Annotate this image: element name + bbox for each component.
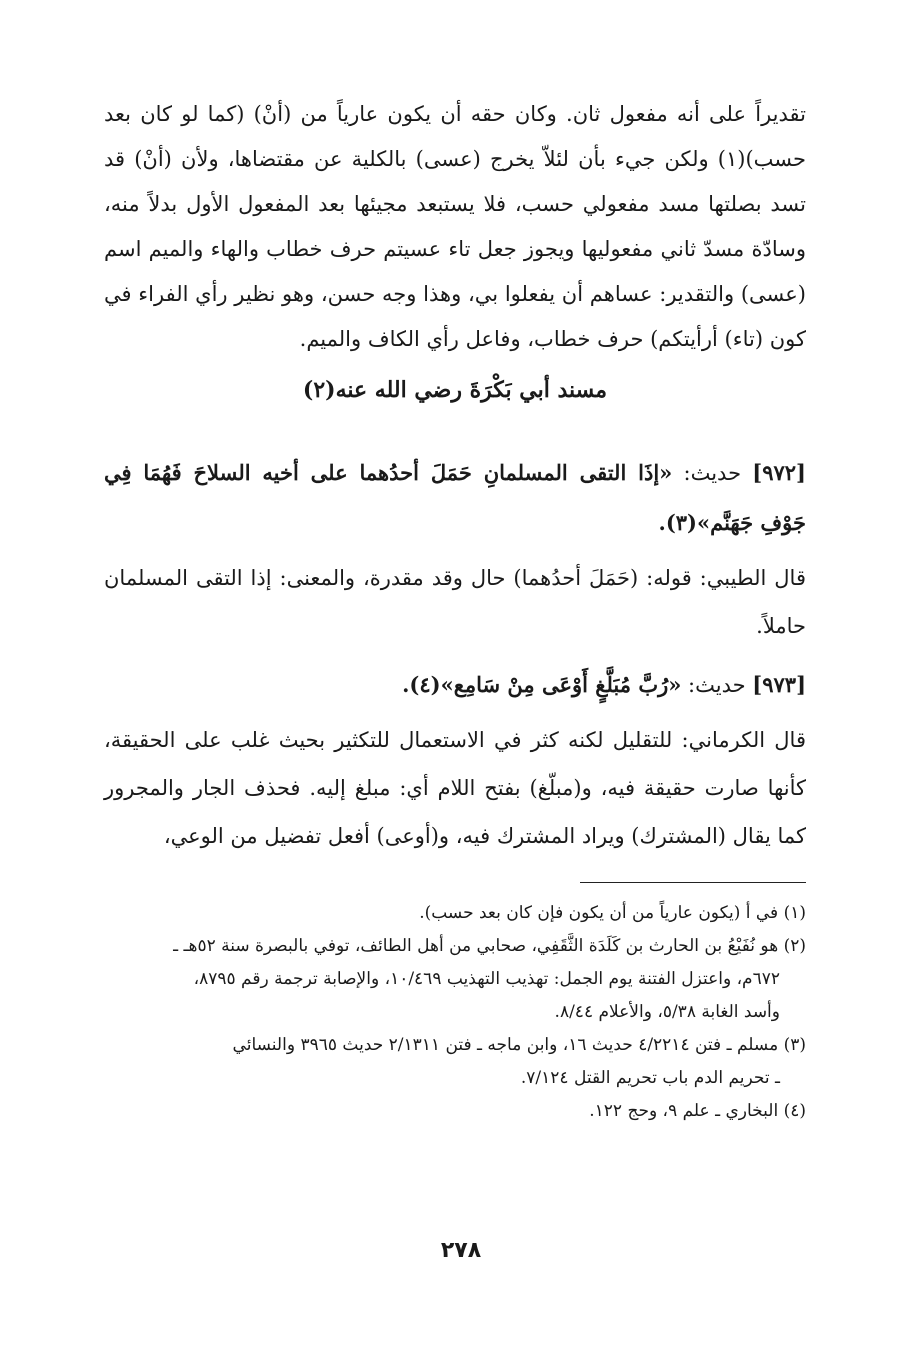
footnote-3-cont: ـ تحريم الدم باب تحريم القتل ٧/١٢٤. [520,1068,780,1088]
hadith-973-number: [٩٧٣] [752,672,806,697]
hadith-973 [104,660,806,710]
hadith-972 [104,448,806,548]
commentary-972: قال الطيبي: قوله: (حَمَلَ أحدُهما) حال وقد مقدرة، والمعنى: إذا التقى المسلمان حاملاً. [104,566,806,638]
hadith-972-intro: حديث: [683,461,742,485]
hadith-972-text: «إذَا التقى المسلمانِ حَمَلَ أحدُهما على أخيه السلاحَ فَهُمَا فِي جَوْفِ جَهَنَّم»(٣). [104,460,806,535]
commentary-973: قال الكرماني: للتقليل لكنه كثر في الاستعمال للتكثير بحيث غلب على الحقيقة، كأنها صارت حقيقة فيه، و(مبلّغ) بفتح اللام أي: مبلغ إليه. فحذف الجار والمجرور كما يقال (المشترك) ويراد المشترك فيه، و(أوعى) أفعل تفضيل من الوعي، [104,728,806,848]
footnote-2: (٢) هو نُفَيْعُ بن الحارث بن كَلَدَة الثَّقَفِي، صحابي من أهل الطائف، توفي بالبصرة سنة ٥٢هـ ـ [173,936,806,956]
footnote-2-cont: ٦٧٢م، واعتزل الفتنة يوم الجمل: تهذيب التهذيب ١٠/٤٦٩، والإصابة ترجمة رقم ٨٧٩٥، [193,969,780,989]
section-heading: مسند أبي بَكْرَةَ رضي الله عنه(٢) [302,377,608,403]
hadith-972-number: [٩٧٢] [752,460,806,485]
intro-paragraph: تقديراً على أنه مفعول ثان. وكان حقه أن يكون عارياً من (أنْ) (كما لو كان بعد حسب)(١) ولكن جيء بأن لئلاّ يخرج (عسى) بالكلية عن مقتضاها، ولأن (أنْ) قد تسد بصلتها مسد مفعولي حسب، فلا يستبعد مجيئها بعد المفعول الأول بدلاً منه، وسادّة مسدّ ثاني مفعوليها ويجوز جعل تاء عسيتم حرف خطاب والهاء والميم اسم (عسى) والتقدير: عساهم أن يفعلوا بي، وهذا وجه حسن، وهو نظير رأي الفراء في كون (تاء) أرأيتكم) حرف خطاب، وفاعل رأي الكاف والميم. [104,102,806,351]
footnote-1: (١) في أ (يكون عارياً من أن يكون فإن كان بعد حسب). [419,903,806,923]
hadith-973-text: «رُبَّ مُبَلَّغٍ أَوْعَى مِنْ سَامِع»(٤). [402,672,682,697]
footnote-2-cont: وأسد الغابة ٥/٣٨، والأعلام ٨/٤٤. [554,1002,780,1022]
footnotes [104,897,806,1128]
page-body [104,92,806,1128]
footnote-separator [580,882,806,883]
page-number: ٢٧٨ [440,1238,482,1263]
footnote-4: (٤) البخاري ـ علم ٩، وحج ١٢٢. [589,1101,806,1121]
hadith-973-intro: حديث: [688,673,746,697]
footnote-3: (٣) مسلم ـ فتن ٤/٢٢١٤ حديث ١٦، وابن ماجه ـ فتن ٢/١٣١١ حديث ٣٩٦٥ والنسائي [232,1035,806,1055]
